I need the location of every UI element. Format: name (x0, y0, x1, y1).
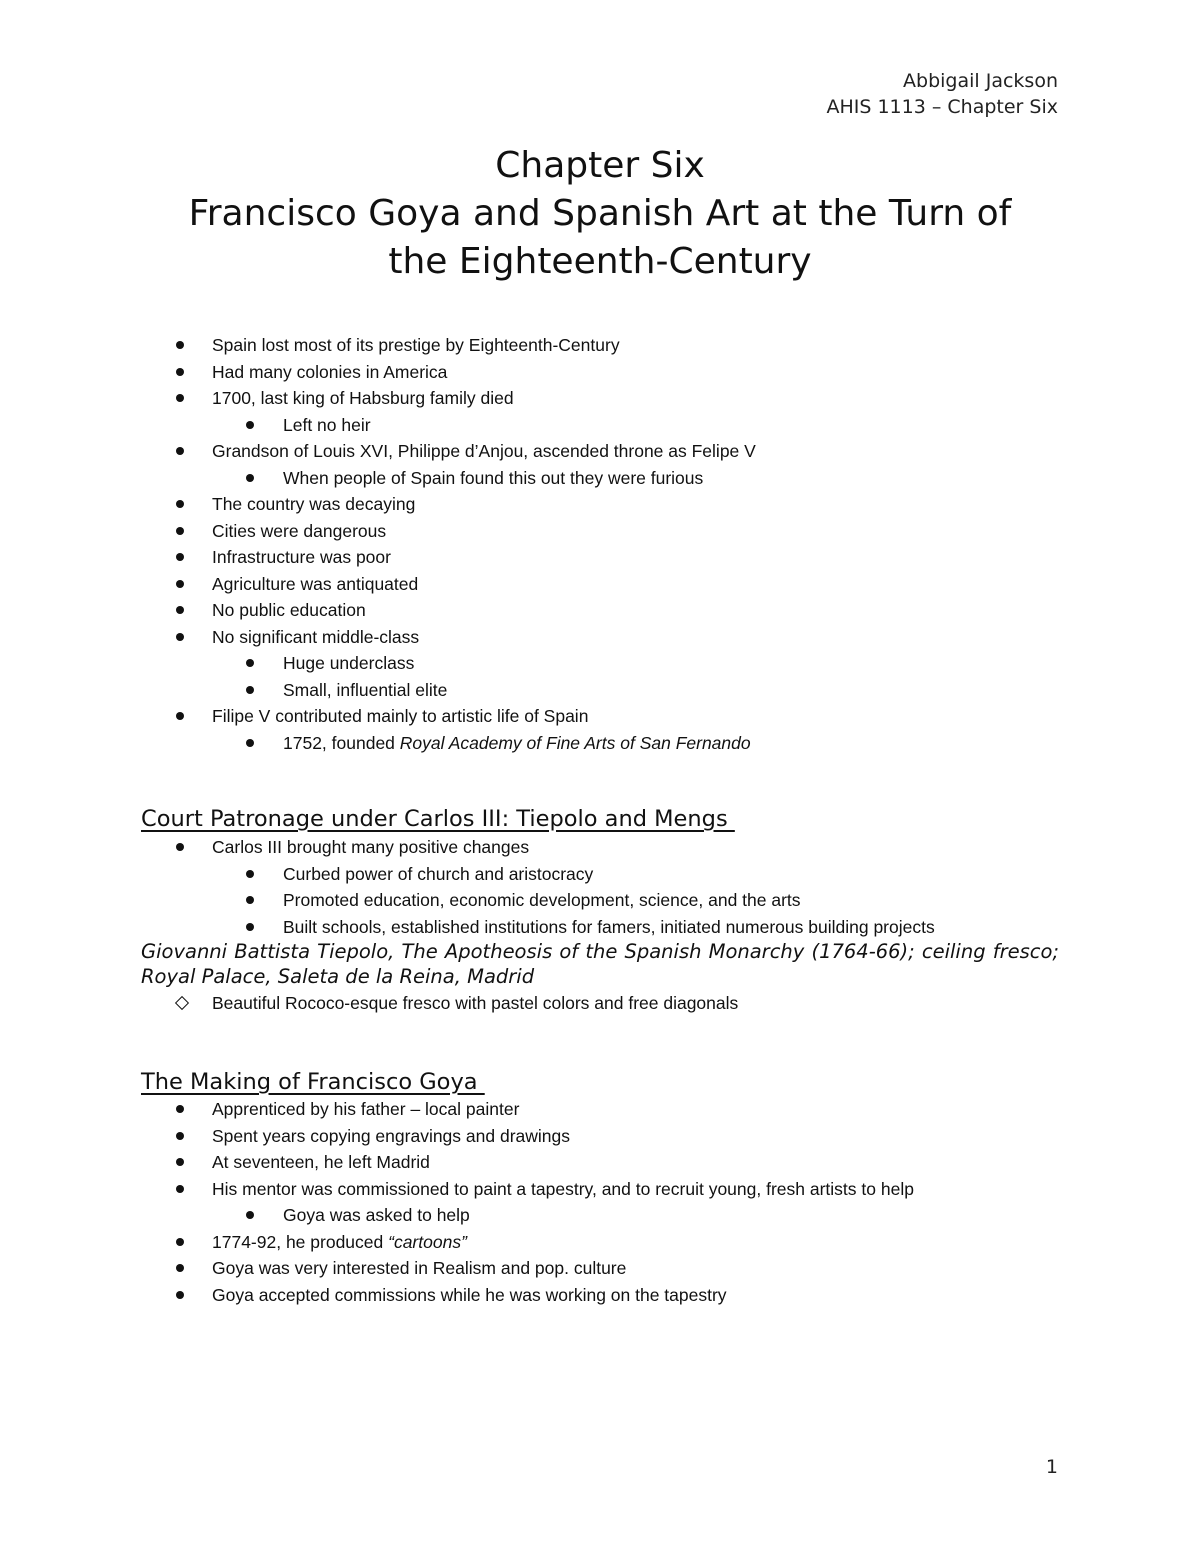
list-item (0, 730, 1200, 757)
document-title (0, 142, 1200, 286)
list-item: Spain lost most of its prestige by Eighteenth-Century (0, 332, 1200, 359)
title-line-3: the Eighteenth-Century (388, 241, 812, 282)
list-item: At seventeen, he left Madrid (0, 1149, 1200, 1176)
list-item: 1700, last king of Habsburg family died (0, 385, 1200, 412)
goya-heading: The Making of Francisco Goya (141, 1069, 485, 1095)
title-line-1: Chapter Six (495, 145, 705, 186)
list-item: Goya was asked to help (0, 1202, 1200, 1229)
list-item: No public education (0, 597, 1200, 624)
cartoons-prefix: 1774-92, he produced (212, 1231, 389, 1252)
artwork-citation: Giovanni Battista Tiepolo, The Apotheosis of the Spanish Monarchy (1764-66); ceiling fresco; Royal Palace, Saleta de la Reina, Madrid (141, 940, 1059, 988)
list-item: Had many colonies in America (0, 359, 1200, 386)
list-item: When people of Spain found this out they were furious (0, 465, 1200, 492)
list-item: Curbed power of church and aristocracy (0, 861, 1200, 888)
cartoons-term: “cartoons” (388, 1231, 467, 1252)
list-item: Built schools, established institutions for famers, initiated numerous building projects (0, 914, 1200, 941)
page-number: 1 (1045, 1456, 1058, 1478)
list-item: His mentor was commissioned to paint a tapestry, and to recruit young, fresh artists to help (0, 1176, 1200, 1203)
list-item: Small, influential elite (0, 677, 1200, 704)
list-item: Goya accepted commissions while he was working on the tapestry (0, 1282, 1200, 1309)
list-item: Goya was very interested in Realism and pop. culture (0, 1255, 1200, 1282)
list-item: No significant middle-class (0, 624, 1200, 651)
academy-prefix: 1752, founded (283, 732, 400, 753)
list-item: Cities were dangerous (0, 518, 1200, 545)
list-item: Huge underclass (0, 650, 1200, 677)
court-note-list (0, 990, 1200, 1017)
author-name: Abbigail Jackson (903, 70, 1058, 92)
course-label: AHIS 1113 – Chapter Six (826, 96, 1058, 118)
list-item: Carlos III brought many positive changes (0, 834, 1200, 861)
intro-bullet-list (0, 332, 1200, 756)
list-item: Filipe V contributed mainly to artistic life of Spain (0, 703, 1200, 730)
list-item (0, 1229, 1200, 1256)
list-item: Grandson of Louis XVI, Philippe d’Anjou, ascended throne as Felipe V (0, 438, 1200, 465)
list-item: Apprenticed by his father – local painter (0, 1096, 1200, 1123)
court-patronage-heading: Court Patronage under Carlos III: Tiepolo and Mengs (141, 806, 735, 832)
list-item: Agriculture was antiquated (0, 571, 1200, 598)
list-item: Spent years copying engravings and drawings (0, 1123, 1200, 1150)
list-item: Promoted education, economic development, science, and the arts (0, 887, 1200, 914)
list-item: Left no heir (0, 412, 1200, 439)
academy-name: Royal Academy of Fine Arts of San Fernando (399, 732, 751, 753)
title-line-2: Francisco Goya and Spanish Art at the Turn of (188, 193, 1012, 234)
page-header (826, 68, 1058, 120)
list-item: Infrastructure was poor (0, 544, 1200, 571)
court-bullet-list (0, 834, 1200, 940)
list-item: The country was decaying (0, 491, 1200, 518)
goya-bullet-list (0, 1096, 1200, 1308)
list-item: Beautiful Rococo-esque fresco with pastel colors and free diagonals (0, 990, 1200, 1017)
